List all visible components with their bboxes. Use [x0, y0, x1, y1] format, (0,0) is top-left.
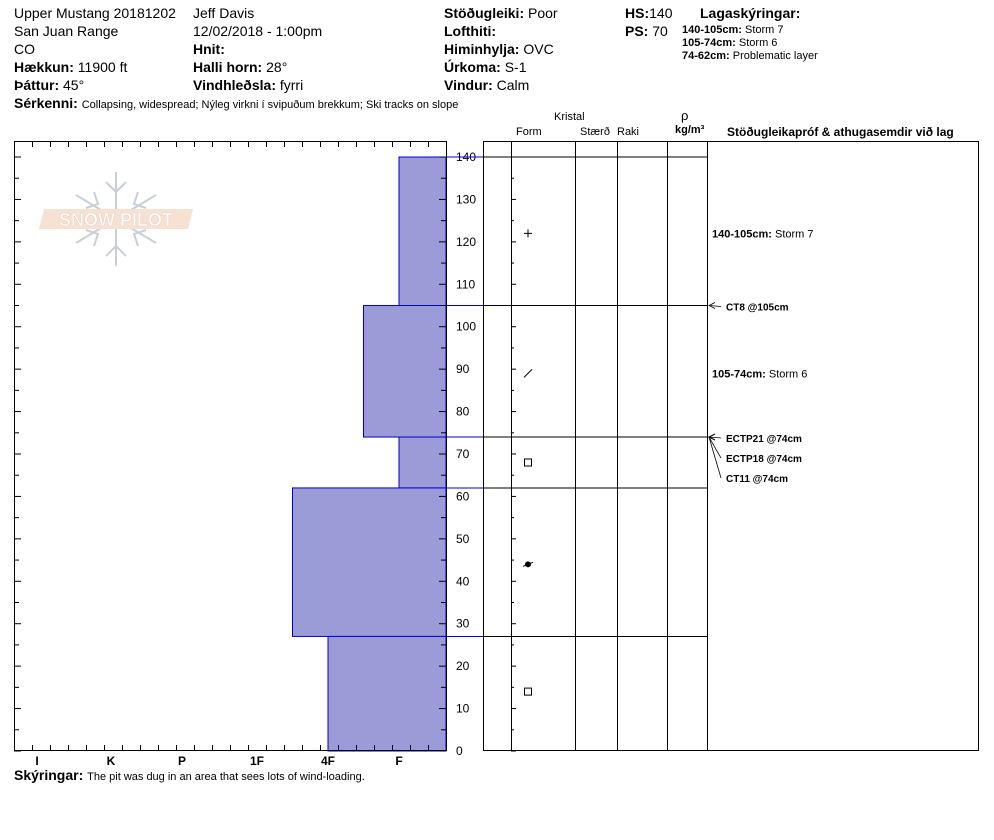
layer-legend-desc: Storm 7 — [745, 24, 784, 36]
moisture-header: Raki — [617, 126, 640, 138]
hardness-tick-label: K — [106, 754, 116, 768]
tests-header: Stöðugleikapróf & athugasemdir við lag — [727, 125, 954, 139]
test-arrow — [709, 437, 721, 458]
stability-test-label: ECTP18 @74cm — [726, 454, 802, 466]
aspect-label: Þáttur: — [14, 77, 60, 93]
test-arrow — [709, 437, 721, 478]
stability-test — [709, 434, 802, 445]
hardness-bar — [399, 437, 446, 488]
grain-forms — [523, 229, 533, 695]
comments-label: Skýringar: — [14, 767, 84, 783]
precip-label: Úrkoma: — [444, 59, 501, 75]
hardness-bar — [293, 488, 447, 637]
stability-test-label: CT11 @74cm — [726, 474, 789, 486]
precipitation-particles-icon — [524, 229, 532, 237]
hardness-tick-label: I — [35, 754, 39, 768]
height-axis-labels — [456, 150, 476, 758]
height-tick-label: 80 — [456, 404, 470, 419]
aspect-value: 45° — [63, 77, 85, 93]
slope-value: 28° — [266, 59, 288, 75]
size-header: Stærð — [580, 126, 610, 138]
precip-value: S-1 — [504, 59, 527, 75]
layer-label-text: Storm 7 — [771, 228, 814, 241]
rounded-grains-icon — [523, 561, 533, 567]
hardness-tick-label: 4F — [320, 754, 336, 768]
height-tick-label: 130 — [456, 192, 477, 207]
elevation-label: Hækkun: — [14, 59, 74, 75]
decomposing-fragments-icon — [524, 369, 532, 377]
height-tick-label: 40 — [456, 574, 470, 589]
hardness-axis-labels — [35, 754, 402, 768]
features-label: Sérkenni: — [14, 95, 78, 111]
coords-label: Hnit: — [193, 41, 225, 57]
elevation-value: 11900 ft — [77, 59, 128, 75]
wind-label: Vindur: — [444, 77, 493, 93]
faceted-crystals-icon — [525, 459, 532, 466]
hardness-tick-label: P — [177, 754, 187, 768]
hardness-bar — [328, 636, 446, 751]
density-symbol: ρ — [681, 108, 689, 123]
height-tick-label: 120 — [456, 234, 477, 249]
stability-value: Poor — [528, 5, 558, 21]
height-tick-label: 110 — [456, 277, 476, 292]
stability-test-label: ECTP21 @74cm — [726, 434, 802, 446]
layer-label-range: 105-74cm: — [712, 368, 766, 381]
layer-boundaries — [446, 157, 708, 636]
hardness-tick-label: 1F — [249, 754, 265, 768]
layer-legend-desc: Storm 6 — [738, 37, 778, 49]
pit-name: Upper Mustang 20181202 — [14, 5, 176, 21]
stability-tests — [709, 303, 802, 486]
air-temp-label: Lofthiti: — [444, 23, 497, 39]
height-tick-label: 30 — [456, 616, 470, 631]
layer-legend-range: 105-74cm: — [682, 37, 736, 49]
wind-loading-value: fyrri — [279, 77, 304, 93]
comments-value: The pit was dug in an area that sees lots of wind-loading. — [87, 771, 365, 783]
hardness-bar — [364, 306, 447, 438]
range: San Juan Range — [14, 23, 119, 39]
crystal-header: Kristal — [554, 111, 585, 123]
layer-legend-desc: Problematic layer — [732, 50, 818, 62]
density-unit: kg/m³ — [675, 124, 705, 136]
datetime: 12/02/2018 - 1:00pm — [193, 23, 323, 39]
faceted-crystals-icon — [525, 688, 532, 695]
layer-legend-title: Lagaskýringar: — [700, 5, 801, 21]
layer-legend-range: 140-105cm: — [682, 24, 742, 36]
comments — [14, 767, 365, 784]
wind-value: Calm — [496, 77, 530, 93]
hardness-tick-label: F — [395, 754, 403, 768]
height-tick-label: 60 — [456, 489, 470, 504]
layer-label — [712, 228, 814, 240]
stability-test-label: CT8 @105cm — [726, 302, 789, 314]
layer-label-text: Storm 6 — [765, 368, 808, 381]
sky-value: OVC — [523, 41, 554, 57]
ps-value: 70 — [652, 23, 668, 39]
height-tick-label: 140 — [456, 150, 477, 164]
layer-label — [712, 368, 807, 380]
logo-text: SNOW PILOT — [59, 210, 173, 230]
snowpilot-logo — [39, 172, 193, 266]
observer: Jeff Davis — [193, 5, 255, 21]
wind-loading-label: Vindhleðsla: — [193, 77, 276, 93]
sky-label: Himinhylja: — [444, 41, 520, 57]
height-tick-label: 0 — [456, 744, 463, 758]
stability-label: Stöðugleiki: — [444, 5, 525, 21]
height-tick-label: 90 — [456, 362, 470, 377]
state: CO — [14, 41, 35, 57]
hardness-bar — [399, 157, 446, 306]
layer-label-range: 140-105cm: — [712, 228, 772, 241]
layer-legend-range: 74-62cm: — [682, 50, 730, 62]
form-header: Form — [516, 126, 542, 138]
stability-test — [709, 303, 789, 314]
height-tick-label: 10 — [456, 701, 470, 716]
height-tick-label: 100 — [456, 319, 477, 334]
hardness-bars — [293, 157, 447, 751]
slope-label: Halli horn: — [193, 59, 263, 75]
height-tick-label: 50 — [456, 531, 470, 546]
height-tick-label: 70 — [456, 447, 470, 461]
features-value: Collapsing, widespread; Nýleg virkni í svipuðum brekkum; Ski tracks on slope — [81, 99, 459, 111]
hs-label: HS: — [625, 5, 650, 21]
hs-value: 140 — [649, 5, 673, 21]
height-tick-label: 20 — [456, 659, 470, 674]
ps-label: PS: — [625, 23, 649, 39]
